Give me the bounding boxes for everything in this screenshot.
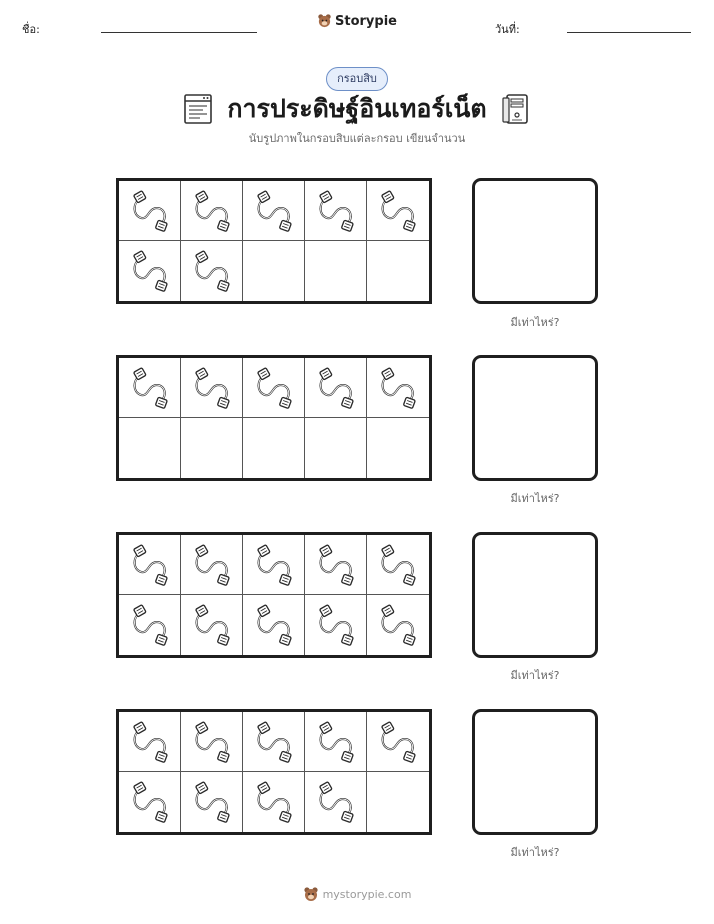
ethernet-cable-icon: [375, 542, 421, 588]
ten-frame-cell: [305, 241, 367, 301]
ten-frame-cell: [243, 358, 305, 418]
ethernet-cable-icon: [313, 779, 359, 825]
ethernet-cable-icon: [189, 779, 235, 825]
answer-question-3: มีเท่าไหร่?: [510, 669, 560, 682]
ethernet-cable-icon: [127, 188, 173, 234]
ethernet-cable-icon: [375, 188, 421, 234]
ethernet-cable-icon: [127, 365, 173, 411]
ten-frame-3: [116, 532, 432, 658]
ten-frame-cell: [181, 772, 243, 832]
ten-frame-cell: [305, 358, 367, 418]
ethernet-cable-icon: [189, 248, 235, 294]
ten-frame-cell: [243, 418, 305, 478]
ten-frame-cell: [119, 535, 181, 595]
ten-frame-cell: [243, 535, 305, 595]
ethernet-cable-icon: [189, 188, 235, 234]
ethernet-cable-icon: [127, 542, 173, 588]
ten-frame-cell: [119, 712, 181, 772]
ethernet-cable-icon: [251, 542, 297, 588]
ten-frame-cell: [305, 535, 367, 595]
brand-logo: [0, 13, 714, 29]
footer: [0, 886, 714, 902]
ten-frame-cell: [181, 712, 243, 772]
ten-frame-cell: [181, 181, 243, 241]
answer-box-4[interactable]: [472, 709, 598, 835]
ten-frame-cell: [181, 418, 243, 478]
ethernet-cable-icon: [127, 602, 173, 648]
answer-box-3[interactable]: [472, 532, 598, 658]
bear-logo-icon: [317, 13, 332, 28]
ten-frame-cell: [181, 241, 243, 301]
ten-frame-cell: [367, 595, 429, 655]
bear-logo-icon: [303, 886, 319, 902]
answer-question-1: มีเท่าไหร่?: [510, 316, 560, 329]
ethernet-cable-icon: [313, 188, 359, 234]
ethernet-cable-icon: [251, 365, 297, 411]
answer-question-2: มีเท่าไหร่?: [510, 492, 560, 505]
ethernet-cable-icon: [189, 602, 235, 648]
ethernet-cable-icon: [313, 365, 359, 411]
ethernet-cable-icon: [189, 365, 235, 411]
name-line[interactable]: [101, 32, 257, 33]
ethernet-cable-icon: [313, 719, 359, 765]
instructions: นับรูปภาพในกรอบสิบแต่ละกรอบ เขียนจำนวน: [248, 132, 466, 145]
ten-frame-cell: [367, 181, 429, 241]
ten-frame-cell: [367, 535, 429, 595]
ten-frame-cell: [119, 595, 181, 655]
ten-frame-1: [116, 178, 432, 304]
ten-frame-4: [116, 709, 432, 835]
ten-frame-cell: [119, 418, 181, 478]
ethernet-cable-icon: [375, 719, 421, 765]
ten-frame-cell: [305, 712, 367, 772]
ten-frame-badge: กรอบสิบ: [326, 67, 388, 91]
ten-frame-cell: [367, 772, 429, 832]
ten-frame-cell: [367, 241, 429, 301]
ten-frame-cell: [243, 181, 305, 241]
answer-box-2[interactable]: [472, 355, 598, 481]
ethernet-cable-icon: [251, 719, 297, 765]
ten-frame-cell: [367, 418, 429, 478]
computer-tower-icon: [501, 93, 531, 125]
ethernet-cable-icon: [127, 719, 173, 765]
ten-frame-cell: [119, 358, 181, 418]
title-row: [0, 92, 714, 126]
ten-frame-cell: [119, 181, 181, 241]
page-title: การประดิษฐ์อินเทอร์เน็ต: [227, 94, 487, 123]
ethernet-cable-icon: [127, 248, 173, 294]
date-line[interactable]: [567, 32, 691, 33]
ethernet-cable-icon: [375, 365, 421, 411]
ten-frame-cell: [243, 241, 305, 301]
brand-name: Storypie: [335, 14, 397, 29]
ten-frame-cell: [181, 535, 243, 595]
ten-frame-cell: [119, 241, 181, 301]
ten-frame-cell: [181, 358, 243, 418]
name-label: ชื่อ:: [22, 23, 40, 36]
ten-frame-cell: [305, 181, 367, 241]
ten-frame-cell: [181, 595, 243, 655]
ten-frame-cell: [243, 595, 305, 655]
ethernet-cable-icon: [251, 602, 297, 648]
ethernet-cable-icon: [375, 602, 421, 648]
date-label: วันที่:: [495, 23, 520, 36]
ten-frame-cell: [119, 772, 181, 832]
ten-frame-cell: [243, 772, 305, 832]
ethernet-cable-icon: [251, 779, 297, 825]
ethernet-cable-icon: [313, 602, 359, 648]
ethernet-cable-icon: [189, 719, 235, 765]
ethernet-cable-icon: [313, 542, 359, 588]
browser-window-icon: [183, 93, 213, 125]
ten-frame-2: [116, 355, 432, 481]
ten-frame-cell: [305, 418, 367, 478]
ten-frame-cell: [367, 712, 429, 772]
footer-url: mystorypie.com: [322, 888, 412, 901]
ethernet-cable-icon: [127, 779, 173, 825]
ten-frame-cell: [243, 712, 305, 772]
ten-frame-cell: [367, 358, 429, 418]
ethernet-cable-icon: [189, 542, 235, 588]
ten-frame-cell: [305, 595, 367, 655]
answer-box-1[interactable]: [472, 178, 598, 304]
ethernet-cable-icon: [251, 188, 297, 234]
answer-question-4: มีเท่าไหร่?: [510, 846, 560, 859]
ten-frame-cell: [305, 772, 367, 832]
